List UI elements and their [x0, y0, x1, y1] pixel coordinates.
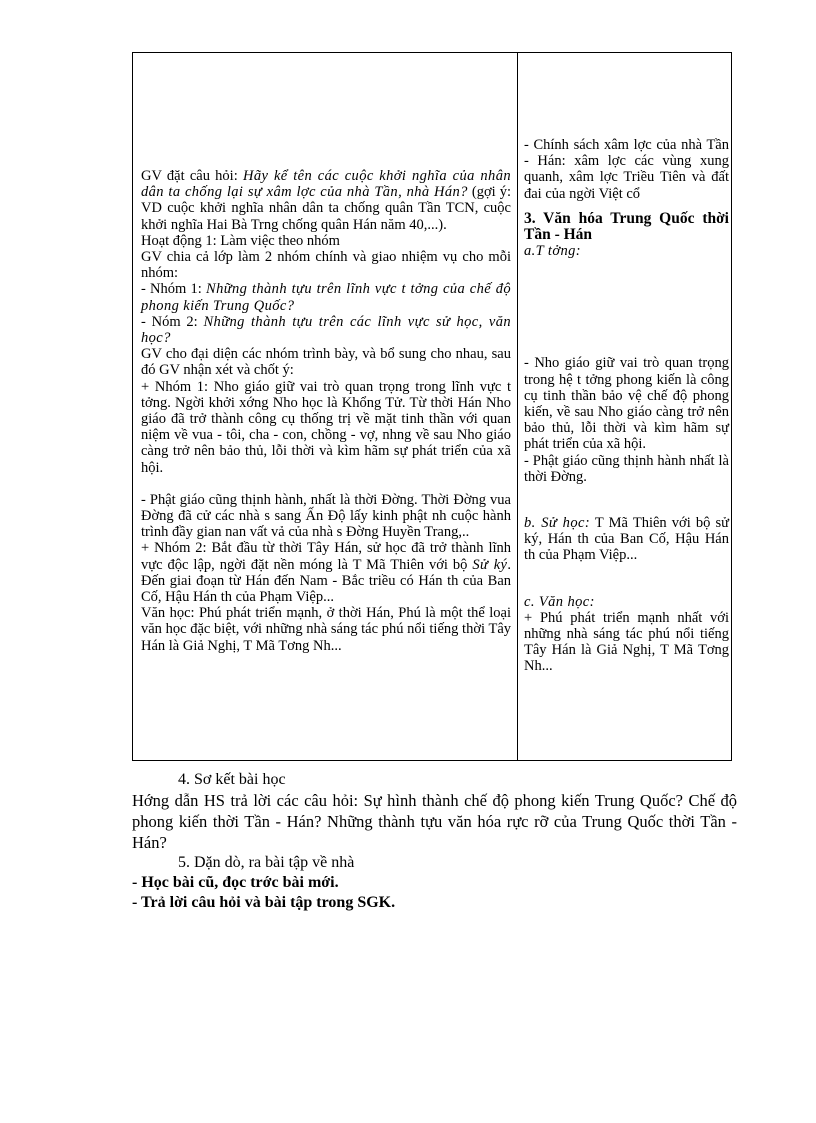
present-paragraph: GV cho đại diện các nhóm trình bày, và bổ sung cho nhau, sau đó GV nhận xét và chốt ý:: [141, 346, 511, 379]
group1-answer: + Nhóm 1: Nho giáo giữ vai trò quan trọng trong lĩnh vực t tởng. Ngời khởi xớng Nho học là Khổng Tử. Từ thời Hán Nho giáo đã trở thành công cụ thống trị về mặt tinh thần với quan niệm về vua - tôi, cha - con, chồng - vợ, nhng về sau Nho giáo càng trở nên bảo thủ, lỗi thời và kìm hãm sự phát triển của xã hội.: [141, 378, 511, 476]
policy-paragraph: - Chính sách xâm lợc của nhà Tần - Hán: xâm lợc các vùng xung quanh, xâm lợc Triều Tiên và đất đai của ngời Việt cổ: [524, 137, 729, 202]
group2-answer: [141, 540, 511, 605]
subsection-a-label: a.T tởng:: [524, 243, 581, 260]
group1-task: [141, 281, 511, 313]
homework-item-2: - Trả lời câu hỏi và bài tập trong SGK.: [132, 894, 396, 911]
group1-label: - Nhóm 1:: [141, 281, 206, 298]
history-text: T Mã Thiên với bộ sử ký, Hán th của Ban Cố, Hậu Hán th của Phạm Việp...: [524, 515, 729, 564]
group2-answer-b: . Đến giai đoạn từ Hán đến Nam - Bắc triều có Hán th của Ban Cố, Hậu Hán th của Phạm Việp...: [141, 556, 512, 606]
buddhism-note: - Phật giáo cũng thịnh hành nhất là thời Đờng.: [524, 452, 729, 485]
column-divider: [517, 53, 518, 760]
question-prefix: GV đặt câu hỏi:: [141, 168, 243, 184]
group1-question: Những thành tựu trên lĩnh vực t tởng của chế độ phong kiến Trung Quốc?: [141, 281, 511, 314]
group2-label: - Nóm 2:: [141, 313, 204, 330]
homework-item-1: - Học bài cũ, đọc trớc bài mới.: [132, 874, 339, 891]
question-paragraph: [141, 168, 511, 233]
buddhism-paragraph: - Phật giáo cũng thịnh hành, nhất là thời Đờng. Thời Đờng vua Đờng đã cử các nhà s sang Ấn Độ lấy kinh phật nh cuộc hành trình đầy gian nan vất vả của nhà s Đờng Huyền Trang,..: [141, 491, 511, 541]
section-3-heading: 3. Văn hóa Trung Quốc thời Tần - Hán: [524, 209, 729, 244]
section-4-heading: 4. Sơ kết bài học: [178, 771, 286, 788]
assign-paragraph: GV chia cả lớp làm 2 nhóm chính và giao nhiệm vụ cho mỗi nhóm:: [141, 249, 511, 282]
subsection-b-label: b. Sử học:: [524, 515, 591, 532]
book-title: Sử ký: [472, 556, 508, 573]
content-column: [524, 137, 729, 675]
history-paragraph: [524, 515, 729, 564]
activity-heading: Hoạt động 1: Làm việc theo nhóm: [141, 232, 340, 249]
lesson-wrapup: [132, 770, 737, 913]
question-suffix: (gợi ý: VD cuộc khởi nghĩa nhân dân ta chống quân Tần TCN, cuộc khởi nghĩa Hai Bà Trng chống quân Hán năm 40,...).: [141, 184, 511, 233]
group2-answer-a: + Nhóm 2: Bắt đầu từ thời Tây Hán, sử học đã trở thành lĩnh vực độc lập, ngời đặt nền móng là T Mã Thiên với bộ: [141, 540, 511, 573]
group2-question: Những thành tựu trên các lĩnh vực sử học, văn học?: [141, 313, 511, 347]
literature-note: + Phú phát triển mạnh nhất với những nhà sáng tác phú nổi tiếng Tây Hán là Giả Nghị, T Mã Tơng Nh...: [524, 609, 729, 675]
confucian-paragraph: - Nho giáo giữ vai trò quan trọng trong hệ t tởng phong kiến là công cụ tinh thần bảo vệ chế độ phong kiến, về sau Nho giáo càng trở nên bảo thủ, lỗi thời và kìm hãm sự phát triển của xã hội.: [524, 355, 729, 453]
subsection-c-label: c. Văn học:: [524, 593, 595, 610]
review-guide: Hớng dẫn HS trả lời các câu hỏi: Sự hình thành chế độ phong kiến Trung Quốc? Chế độ phong kiến thời Tần - Hán? Những thành tựu văn hóa rực rỡ của Trung Quốc thời Tần - Hán?: [132, 791, 737, 852]
literature-paragraph: Văn học: Phú phát triển mạnh, ở thời Hán, Phú là một thể loại văn học đặc biệt, với những nhà sáng tác phú nổi tiếng thời Tây Hán là Giả Nghị, T Mã Tơng Nh...: [141, 605, 511, 654]
section-5-heading: 5. Dặn dò, ra bài tập về nhà: [178, 854, 355, 871]
question-italic: Hãy kể tên các cuộc khởi nghĩa của nhân dân ta chống lại sự xâm lợc của nhà Tần, nhà Hán?: [141, 168, 511, 201]
lesson-table: [132, 52, 732, 761]
teacher-activities-column: [141, 168, 511, 654]
group2-task: [141, 314, 511, 346]
